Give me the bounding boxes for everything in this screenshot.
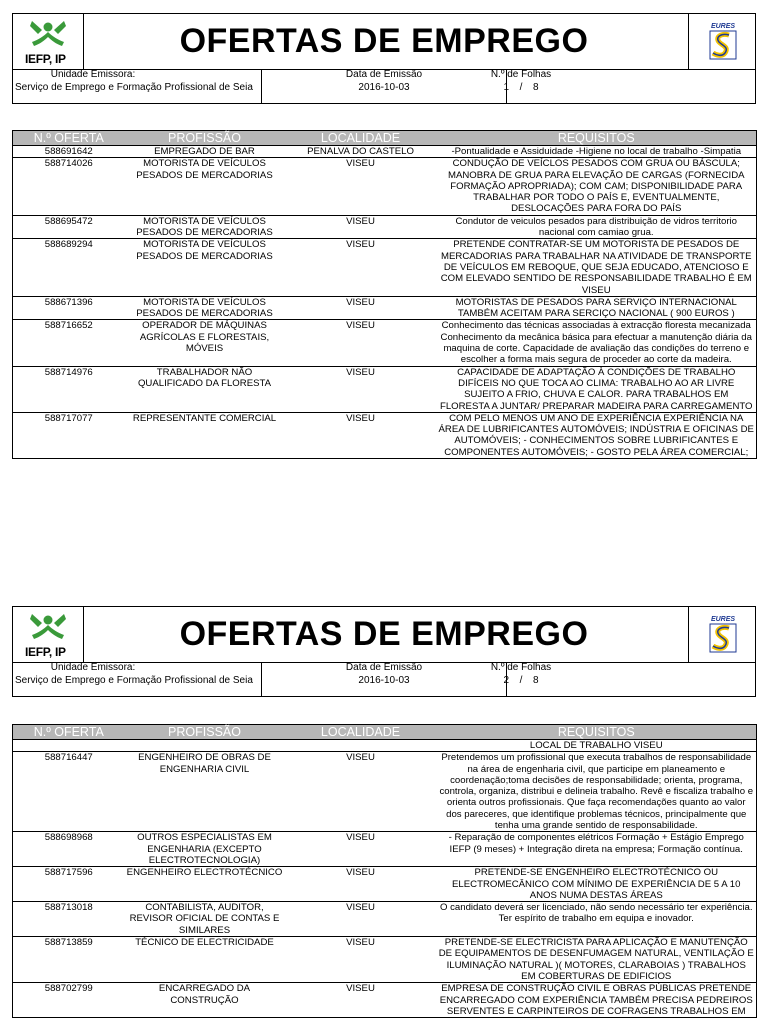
data-value: 2016-10-03 [358, 675, 410, 686]
oferta-number: 588691642 [13, 146, 125, 158]
profissao-cell: MOTORISTA DE VEÍCULOS PESADOS DE MERCADORIAS [125, 158, 285, 215]
oferta-number: 588702799 [13, 983, 125, 1018]
page-title: OFERTAS DE EMPREGO [179, 615, 589, 653]
profissao-cell: TRABALHADOR NÃO QUALIFICADO DA FLORESTA [125, 366, 285, 412]
localidade-cell: VISEU [285, 832, 437, 867]
iefp-logo-icon [28, 18, 68, 52]
folhas-current: 1 [503, 82, 509, 93]
table-row [13, 752, 757, 832]
table-row [13, 320, 757, 366]
folhas-total: 8 [533, 675, 539, 686]
unidade-cell [13, 662, 262, 696]
requisitos-cell: Pretendemos um profissional que executa trabalhos de responsabilidade na área de engenharia civil, que participe em planeamento e coordenação;toma decisões de responsabilidade; orienta, programa, controla, organiza, distribui e delineia trabalho. Revê e fiscaliza trabalho e orienta outros profissionais. Que faça recomendações quanto ao valor dos pareceres, que identifique problemas técnicos, principalmente que tenha uma grande sentido de responsabilidade. [437, 752, 757, 832]
meta-row [12, 69, 756, 104]
table-header-row [13, 131, 757, 146]
localidade-cell [285, 740, 437, 752]
folhas-label: N.º de Folhas [490, 662, 552, 673]
profissao-cell: CONTABILISTA, AUDITOR, REVISOR OFICIAL DE CONTAS E SIMILARES [125, 902, 285, 937]
table-row [13, 146, 757, 158]
table-row [13, 412, 757, 458]
profissao-cell [125, 740, 285, 752]
requisitos-cell: Condutor de veiculos pesados para distribuição de vidros territorio nacional com camiao grua. [437, 215, 757, 239]
oferta-number: 588713018 [13, 902, 125, 937]
column-header-localidade: LOCALIDADE [285, 725, 437, 740]
profissao-cell: MOTORISTA DE VEÍCULOS PESADOS DE MERCADORIAS [125, 296, 285, 320]
oferta-number: 588689294 [13, 239, 125, 296]
data-value: 2016-10-03 [358, 82, 410, 93]
profissao-cell: MOTORISTA DE VEÍCULOS PESADOS DE MERCADORIAS [125, 239, 285, 296]
logo-text: IEFP, IP [25, 645, 66, 659]
requisitos-cell: PRETENDE-SE ENGENHEIRO ELECTROTÉCNICO OU ELECTROMECÂNICO COM MÍNIMO DE EXPERIÊNCIA DE 5 A 10 ANOS NUMA DESTAS ÁREAS [437, 867, 757, 902]
requisitos-cell: O candidato deverá ser licenciado, não sendo necessário ter experiência. Ter espírito de trabalho em equipa e inovador. [437, 902, 757, 937]
folhas-cell [490, 662, 755, 696]
requisitos-cell: COM PELO MENOS UM ANO DE EXPERIÊNCIA EXPERIÊNCIA NA ÁREA DE LUBRIFICANTES AUTOMÓVEIS; INDÚSTRIA E OFICINAS DE AUTOMÓVEIS; - CONHECIMENTOS SOBRE LUBRIFICANTES E COMPONENTES AUTOMÓVEIS; - GOSTO PELA ÁREA COMERCIAL; [437, 412, 757, 458]
folhas-cell [490, 69, 755, 103]
localidade-cell: VISEU [285, 937, 437, 983]
oferta-number: 588695472 [13, 215, 125, 239]
oferta-number: 588716652 [13, 320, 125, 366]
folhas-value [397, 675, 645, 686]
requisitos-cell: LOCAL DE TRABALHO VISEU [437, 740, 757, 752]
table-row [13, 296, 757, 320]
table-row [13, 937, 757, 983]
table-row [13, 902, 757, 937]
localidade-cell: VISEU [285, 902, 437, 937]
requisitos-cell: MOTORISTAS DE PESADOS PARA SERVIÇO INTERNACIONAL TAMBÉM ACEITAM PARA SERCIÇO NACIONAL ( 900 EUROS ) [437, 296, 757, 320]
logo-text: IEFP, IP [25, 52, 66, 66]
oferta-number: 588698968 [13, 832, 125, 867]
profissao-cell: TÉCNICO DE ELECTRICIDADE [125, 937, 285, 983]
unidade-value: Serviço de Emprego e Formação Profissional de Seia [15, 82, 253, 93]
folhas-total: 8 [533, 82, 539, 93]
unidade-value: Serviço de Emprego e Formação Profissional de Seia [15, 675, 253, 686]
eures-logo-icon [707, 613, 739, 655]
localidade-cell: VISEU [285, 983, 437, 1018]
column-header-profissao: PROFISSÃO [125, 131, 285, 146]
profissao-cell: REPRESENTANTE COMERCIAL [125, 412, 285, 458]
localidade-cell: VISEU [285, 296, 437, 320]
localidade-cell: VISEU [285, 752, 437, 832]
unidade-label: Unidade Emissora: [50, 662, 136, 673]
folhas-value [397, 82, 645, 93]
oferta-number [13, 740, 125, 752]
folhas-separator: / [519, 675, 523, 686]
profissao-cell: ENGENHEIRO ELECTROTÉCNICO [125, 867, 285, 902]
eures-logo [688, 14, 755, 69]
oferta-number: 588714026 [13, 158, 125, 215]
localidade-cell: VISEU [285, 867, 437, 902]
localidade-cell: VISEU [285, 215, 437, 239]
profissao-cell: ENCARREGADO DA CONSTRUÇÃO [125, 983, 285, 1018]
localidade-cell: VISEU [285, 158, 437, 215]
localidade-cell: VISEU [285, 239, 437, 296]
column-header-requisitos: REQUISITOS [437, 725, 757, 740]
requisitos-cell: PRETENDE CONTRATAR-SE UM MOTORISTA DE PESADOS DE MERCADORIAS PARA TRABALHAR NA ATIVIDADE DE TRANSPORTE DE VEÍCULOS EM REBOQUE, QUE SEJA EDUCADO, ATENCIOSO E COM ELEVADO SENTIDO DE RESPONSABILIDADE TRABALHO É EM VISEU [437, 239, 757, 296]
profissao-cell: OUTROS ESPECIALISTAS EM ENGENHARIA (EXCEPTO ELECTROTECNOLOGIA) [125, 832, 285, 867]
profissao-cell: ENGENHEIRO DE OBRAS DE ENGENHARIA CIVIL [125, 752, 285, 832]
job-sheet-page-2 [12, 606, 756, 1017]
data-label: Data de Emissão [345, 69, 423, 80]
column-header-localidade: LOCALIDADE [285, 131, 437, 146]
oferta-number: 588717596 [13, 867, 125, 902]
table-row [13, 867, 757, 902]
folhas-label: N.º de Folhas [490, 69, 552, 80]
svg-text:EURES: EURES [710, 616, 736, 623]
table-row [13, 158, 757, 215]
column-header-oferta: N.º OFERTA [13, 131, 125, 146]
unidade-cell [13, 69, 262, 103]
localidade-cell: VISEU [285, 412, 437, 458]
data-label: Data de Emissão [345, 662, 423, 673]
svg-text:EURES: EURES [710, 23, 736, 30]
table-row [13, 832, 757, 867]
requisitos-cell: Conhecimento das técnicas associadas à extracção floresta mecanizada Conhecimento da mecânica básica para efectuar a manutenção diária da maquina de corte. Capacidade de avaliação das condições do terreno e escolher a forma mais segura de proceder ao corte da madeira. [437, 320, 757, 366]
oferta-number: 588671396 [13, 296, 125, 320]
requisitos-cell: EMPRESA DE CONSTRUÇÃO CIVIL E OBRAS PÚBLICAS PRETENDE ENCARREGADO COM EXPERIÊNCIA TAMBÉM PRECISA PEDREIROS SERVENTES E CARPINTEIROS DE COFRAGENS TRABALHOS EM [437, 983, 757, 1018]
unidade-label: Unidade Emissora: [50, 69, 136, 80]
profissao-cell: MOTORISTA DE VEÍCULOS PESADOS DE MERCADORIAS [125, 215, 285, 239]
header-box [12, 13, 756, 70]
eures-logo [688, 607, 755, 662]
job-sheet-page-1 [12, 13, 756, 458]
column-header-profissao: PROFISSÃO [125, 725, 285, 740]
table-row [13, 215, 757, 239]
profissao-cell: OPERADOR DE MÁQUINAS AGRÍCOLAS E FLORESTAIS, MÓVEIS [125, 320, 285, 366]
localidade-cell: VISEU [285, 366, 437, 412]
sheet-header [12, 606, 756, 698]
localidade-cell: PENALVA DO CASTELO [285, 146, 437, 158]
eures-logo-icon [707, 20, 739, 62]
meta-row [12, 662, 756, 697]
column-header-requisitos: REQUISITOS [437, 131, 757, 146]
requisitos-cell: CONDUÇÃO DE VEÍCLOS PESADOS COM GRUA OU BÁSCULA; MANOBRA DE GRUA PARA ELEVAÇÃO DE CARGAS (FORNECIDA FORMAÇÃO APROPRIADA); COM CAM; DISPONIBILIDADE PARA TRABALHAR POR TODO O PAÍS E, EVENTUALMENTE, DESLOCAÇÕES PARA FORA DO PAÍS [437, 158, 757, 215]
localidade-cell: VISEU [285, 320, 437, 366]
requisitos-cell: - Reparação de componentes elétricos Formação + Estágio Emprego IEFP (9 meses) + Integração direta na empresa; Formação contínua. [437, 832, 757, 867]
oferta-number: 588714976 [13, 366, 125, 412]
sheet-header [12, 13, 756, 105]
table-row [13, 366, 757, 412]
profissao-cell: EMPREGADO DE BAR [125, 146, 285, 158]
folhas-separator: / [519, 82, 523, 93]
page-title: OFERTAS DE EMPREGO [179, 22, 589, 60]
iefp-logo-icon [28, 611, 68, 645]
table-row [13, 983, 757, 1018]
jobs-table [12, 724, 757, 1018]
iefp-logo [13, 14, 84, 69]
table-row [13, 239, 757, 296]
requisitos-cell: PRETENDE-SE ELECTRICISTA PARA APLICAÇÃO E MANUTENÇÃO DE EQUIPAMENTOS DE DESENFUMAGEM NATURAL, VENTILAÇÃO E ILUMINAÇÃO NATURAL )( MOTORES, CLARABOIAS ) TRABALHOS EM COBERTURAS DE EDIFICIOS [437, 937, 757, 983]
oferta-number: 588716447 [13, 752, 125, 832]
oferta-number: 588717077 [13, 412, 125, 458]
requisitos-cell: -Pontualidade e Assiduidade -Higiene no local de trabalho -Simpatia [437, 146, 757, 158]
column-header-oferta: N.º OFERTA [13, 725, 125, 740]
oferta-number: 588713859 [13, 937, 125, 983]
folhas-current: 2 [503, 675, 509, 686]
table-row [13, 740, 757, 752]
requisitos-cell: CAPACIDADE DE ADAPTAÇÃO À CONDIÇÕES DE TRABALHO DIFÍCEIS NO QUE TOCA AO CLIMA: TRABALHO AO AR LIVRE SUJEITO A FRIO, CHUVA E CALOR. PARA TRABALHOS EM FLORESTA A JUNTAR/ PREPARAR MADEIRA PARA CARREGAMENTO [437, 366, 757, 412]
jobs-table [12, 130, 757, 459]
iefp-logo [13, 607, 84, 662]
table-header-row [13, 725, 757, 740]
header-box [12, 606, 756, 663]
